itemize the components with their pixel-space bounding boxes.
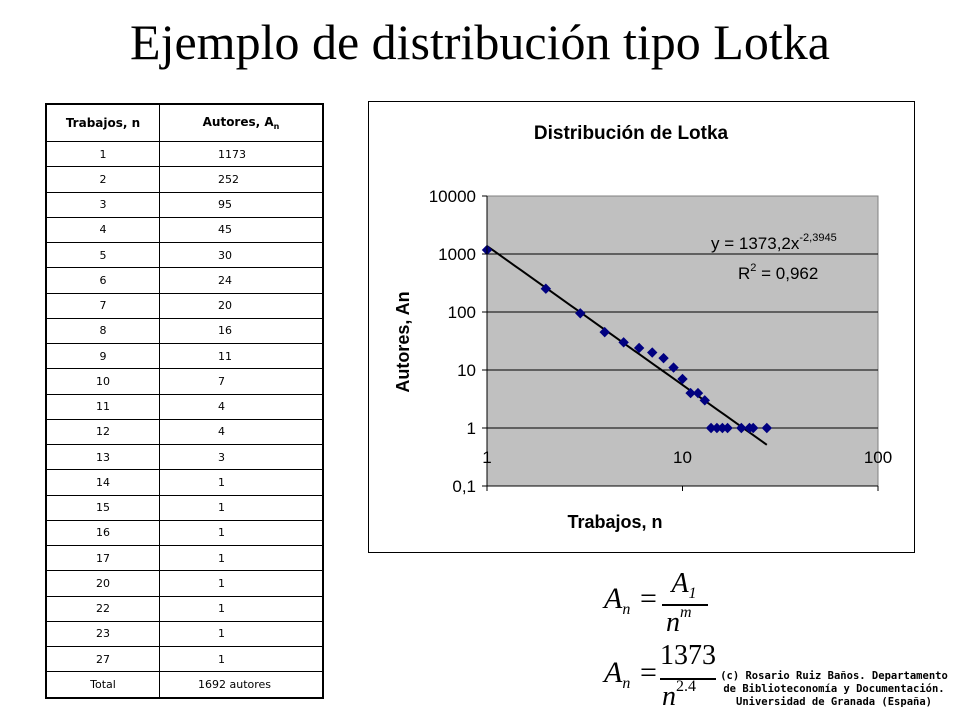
formula2-lhs	[604, 656, 630, 693]
lotka-formula-specific	[600, 640, 720, 716]
formula1-numerator	[662, 568, 706, 603]
table-row	[46, 445, 323, 470]
cell-trabajos: 2	[46, 167, 160, 192]
cell-autores: 24	[160, 268, 324, 293]
chart-svg	[369, 102, 914, 552]
cell-autores: 1	[160, 647, 324, 672]
cell-trabajos: 10	[46, 369, 160, 394]
table-row	[46, 293, 323, 318]
cell-trabajos: 11	[46, 394, 160, 419]
cell-trabajos: 4	[46, 217, 160, 242]
cell-autores: 95	[160, 192, 324, 217]
credit-line-3: Universidad de Granada (España)	[736, 696, 932, 708]
cell-autores: 1	[160, 621, 324, 646]
header-autores-sub: n	[273, 122, 280, 131]
lotka-chart	[368, 101, 915, 553]
header-autores	[160, 104, 324, 142]
formula1-den-letter: n	[666, 607, 680, 638]
cell-trabajos: 22	[46, 596, 160, 621]
cell-trabajos: 6	[46, 268, 160, 293]
header-trabajos: Trabajos, n	[46, 104, 160, 142]
cell-trabajos: 16	[46, 520, 160, 545]
table-row	[46, 243, 323, 268]
formula1-lhs	[604, 582, 630, 619]
table-row	[46, 647, 323, 672]
y-tick-label: 1000	[438, 245, 476, 264]
table-row	[46, 621, 323, 646]
table-row	[46, 318, 323, 343]
x-axis-label: Trabajos, n	[567, 512, 663, 532]
credit-line-2: de Biblioteconomía y Documentación.	[723, 683, 945, 695]
trend-equation-main: y = 1373,2x	[711, 234, 800, 253]
x-tick-label: 1	[482, 448, 492, 467]
table-row	[46, 495, 323, 520]
table-row	[46, 419, 323, 444]
r-squared	[738, 262, 818, 283]
y-tick-label: 100	[447, 303, 476, 322]
cell-autores: 3	[160, 445, 324, 470]
table-row	[46, 394, 323, 419]
formula1-lhs-sub: n	[622, 601, 631, 618]
formula2-den-sup: 2.4	[676, 678, 696, 695]
cell-autores: 1	[160, 571, 324, 596]
cell-trabajos: 13	[46, 445, 160, 470]
cell-autores: 7	[160, 369, 324, 394]
copyright-credit	[708, 670, 960, 709]
y-axis-label: Autores, An	[393, 291, 413, 393]
table-row	[46, 520, 323, 545]
cell-autores: 252	[160, 167, 324, 192]
formula1-eq: =	[640, 582, 657, 615]
formula2-den-letter: n	[662, 681, 676, 712]
cell-trabajos: 5	[46, 243, 160, 268]
table-row	[46, 142, 323, 167]
cell-trabajos: 23	[46, 621, 160, 646]
table-header-row	[46, 104, 323, 142]
table-row	[46, 369, 323, 394]
table-row	[46, 217, 323, 242]
cell-autores: 45	[160, 217, 324, 242]
table-row	[46, 344, 323, 369]
cell-autores: 1	[160, 546, 324, 571]
cell-trabajos: 20	[46, 571, 160, 596]
cell-trabajos: 15	[46, 495, 160, 520]
table-row	[46, 268, 323, 293]
cell-trabajos: 27	[46, 647, 160, 672]
lotka-formula-general	[600, 568, 720, 640]
cell-autores: 30	[160, 243, 324, 268]
cell-autores: 1	[160, 495, 324, 520]
formula2-numerator: 1373	[660, 640, 716, 671]
r-squared-suffix: = 0,962	[756, 264, 819, 283]
formula1-num-sub: 1	[688, 585, 697, 602]
credit-line-1: (c) Rosario Ruiz Baños. Departamento	[720, 670, 948, 682]
table-row	[46, 596, 323, 621]
formula1-lhs-letter: A	[604, 582, 623, 615]
cell-trabajos: 3	[46, 192, 160, 217]
cell-autores: 1	[160, 596, 324, 621]
table-body	[46, 142, 323, 699]
table-row	[46, 546, 323, 571]
cell-autores: 4	[160, 394, 324, 419]
trend-equation-exponent: -2,3945	[799, 232, 837, 244]
formula2-denominator	[662, 678, 696, 713]
formula2-eq: =	[640, 656, 657, 689]
cell-trabajos: 1	[46, 142, 160, 167]
y-tick-label: 10	[457, 361, 476, 380]
page-title: Ejemplo de distribución tipo Lotka	[130, 14, 830, 70]
cell-trabajos: 17	[46, 546, 160, 571]
formula2-lhs-letter: A	[604, 656, 623, 689]
table-row	[46, 167, 323, 192]
formula1-denominator	[666, 604, 692, 639]
x-tick-label: 10	[673, 448, 692, 467]
table-row	[46, 192, 323, 217]
cell-trabajos: 14	[46, 470, 160, 495]
cell-trabajos: 12	[46, 419, 160, 444]
cell-trabajos: 9	[46, 344, 160, 369]
formula2-lhs-sub: n	[622, 675, 631, 692]
x-tick-label: 100	[863, 448, 893, 467]
cell-autores: 1	[160, 470, 324, 495]
table-row	[46, 571, 323, 596]
formula1-den-sup: m	[680, 604, 692, 621]
cell-autores: 16	[160, 318, 324, 343]
table-row	[46, 470, 323, 495]
chart-title: Distribución de Lotka	[533, 123, 729, 144]
cell-autores: 20	[160, 293, 324, 318]
cell-autores: 1173	[160, 142, 324, 167]
cell-autores: 11	[160, 344, 324, 369]
total-value: 1692 autores	[160, 672, 324, 698]
header-autores-label: Autores, A	[202, 115, 274, 129]
cell-trabajos: 7	[46, 293, 160, 318]
formula1-num-letter: A	[671, 568, 689, 599]
r-squared-sup: 2	[750, 262, 757, 274]
y-tick-label: 10000	[428, 187, 476, 206]
r-squared-prefix: R	[738, 264, 751, 283]
y-tick-label: 0,1	[452, 477, 476, 496]
y-tick-label: 1	[466, 419, 476, 438]
cell-autores: 4	[160, 419, 324, 444]
cell-autores: 1	[160, 520, 324, 545]
cell-trabajos: 8	[46, 318, 160, 343]
lotka-data-table	[45, 103, 324, 699]
table-total-row	[46, 672, 323, 698]
total-label: Total	[46, 672, 160, 698]
